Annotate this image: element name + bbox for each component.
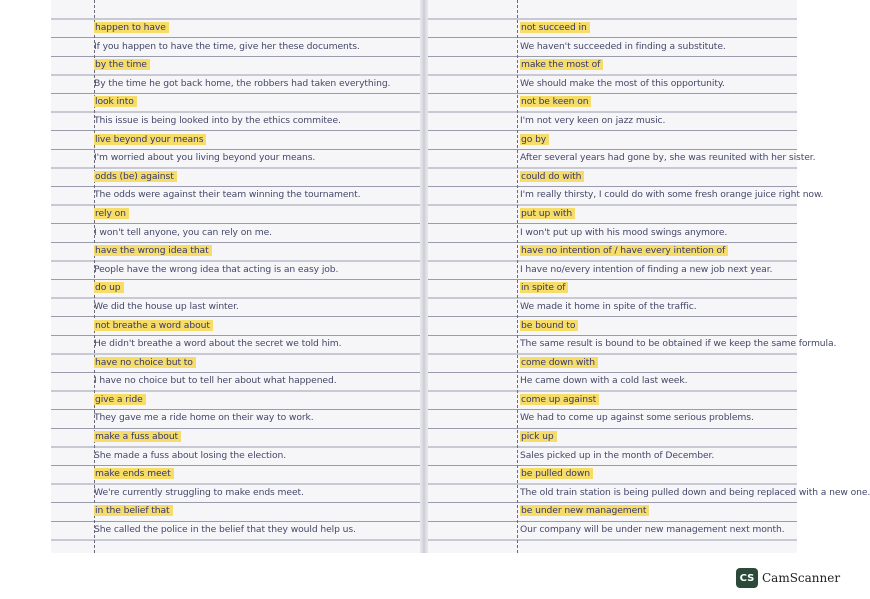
example-sentence-line (51, 149, 423, 168)
example-sentence: She made a fuss about losing the election. (94, 449, 287, 461)
example-sentence: I'm really thirsty, I could do with some fresh orange juice right now. (520, 189, 824, 201)
phrase-line (51, 19, 423, 38)
phrase-line (425, 502, 797, 521)
phrase-line (51, 56, 423, 75)
phrase-line (51, 354, 423, 373)
phrase-line (425, 279, 797, 298)
notebook-gutter (420, 0, 428, 553)
highlighted-phrase: be bound to (520, 320, 578, 331)
highlighted-phrase: by the time (94, 59, 150, 70)
highlighted-phrase: happen to have (94, 22, 169, 33)
phrase-line (51, 428, 423, 447)
example-sentence-line (51, 224, 423, 243)
phrase-line (425, 19, 797, 38)
example-sentence: I'm not very keen on jazz music. (520, 114, 666, 126)
highlighted-phrase: have no choice but to (94, 357, 196, 368)
highlighted-phrase: go by (520, 134, 549, 145)
example-sentence-line (51, 186, 423, 205)
camscanner-label: CamScanner (762, 571, 841, 585)
example-sentence: The old train station is being pulled down and being replaced with a new one. (520, 486, 870, 498)
example-sentence-line (51, 484, 423, 503)
phrase-line (425, 242, 797, 261)
example-sentence: I won't tell anyone, you can rely on me. (94, 226, 272, 238)
highlighted-phrase: be under new management (520, 505, 649, 516)
example-sentence: The same result is bound to be obtained if we keep the same formula. (520, 338, 837, 350)
phrase-line (51, 168, 423, 187)
example-sentence-line (51, 372, 423, 391)
example-sentence-line (51, 38, 423, 57)
example-sentence: I have no/every intention of finding a new job next year. (520, 263, 773, 275)
right-page-lines (425, 19, 870, 540)
phrase-line (51, 317, 423, 336)
example-sentence-line (425, 38, 797, 57)
left-page (51, 0, 423, 553)
phrase-line (425, 56, 797, 75)
highlighted-phrase: live beyond your means (94, 134, 206, 145)
example-sentence-line (425, 447, 797, 466)
example-sentence: This issue is being looked into by the ethics commitee. (94, 114, 341, 126)
camscanner-logo-icon: CS (736, 568, 758, 588)
highlighted-phrase: pick up (520, 431, 557, 442)
phrase-line (425, 93, 797, 112)
example-sentence: We did the house up last winter. (94, 300, 239, 312)
example-sentence: I won't put up with his mood swings anymore. (520, 226, 728, 238)
highlighted-phrase: not be keen on (520, 96, 591, 107)
highlighted-phrase: come up against (520, 394, 599, 405)
highlighted-phrase: put up with (520, 208, 575, 219)
example-sentence: We made it home in spite of the traffic. (520, 300, 697, 312)
highlighted-phrase: make ends meet (94, 468, 174, 479)
phrase-line (51, 205, 423, 224)
phrase-line (425, 428, 797, 447)
phrase-line (51, 465, 423, 484)
example-sentence-line (425, 75, 797, 94)
example-sentence-line (425, 149, 816, 168)
phrase-line (425, 465, 797, 484)
example-sentence: She called the police in the belief that they would help us. (94, 524, 356, 536)
example-sentence-line (425, 335, 837, 354)
highlighted-phrase: do up (94, 282, 124, 293)
highlighted-phrase: could do with (520, 171, 584, 182)
example-sentence: We should make the most of this opportunity. (520, 77, 725, 89)
highlighted-phrase: come down with (520, 357, 598, 368)
phrase-line (425, 168, 797, 187)
example-sentence: He didn't breathe a word about the secret we told him. (94, 338, 342, 350)
phrase-line (425, 317, 797, 336)
highlighted-phrase: have no intention of / have every intention of (520, 245, 728, 256)
highlighted-phrase: be pulled down (520, 468, 593, 479)
phrase-line (425, 391, 797, 410)
phrase-line (51, 131, 423, 150)
highlighted-phrase: have the wrong idea that (94, 245, 212, 256)
example-sentence-line (51, 112, 423, 131)
example-sentence-line (425, 521, 797, 540)
right-page (425, 0, 870, 553)
highlighted-phrase: give a ride (94, 394, 146, 405)
example-sentence-line (51, 447, 423, 466)
example-sentence-line (51, 298, 423, 317)
phrase-line (51, 242, 423, 261)
example-sentence-line (425, 409, 797, 428)
left-page-lines (51, 19, 423, 540)
highlighted-phrase: not succeed in (520, 22, 590, 33)
example-sentence: The odds were against their team winning the tournament. (94, 189, 361, 201)
example-sentence-line (425, 186, 824, 205)
phrase-line (425, 354, 797, 373)
example-sentence-line (425, 112, 797, 131)
example-sentence-line (51, 75, 423, 94)
example-sentence: Our company will be under new management next month. (520, 524, 785, 536)
highlighted-phrase: rely on (94, 208, 129, 219)
highlighted-phrase: in the belief that (94, 505, 173, 516)
example-sentence: By the time he got back home, the robbers had taken everything. (94, 77, 391, 89)
example-sentence-line (51, 335, 423, 354)
highlighted-phrase: in spite of (520, 282, 568, 293)
phrase-line (425, 131, 797, 150)
example-sentence-line (51, 521, 423, 540)
example-sentence: We're currently struggling to make ends meet. (94, 486, 304, 498)
camscanner-watermark (736, 568, 840, 588)
example-sentence: After several years had gone by, she was reunited with her sister. (520, 152, 816, 164)
example-sentence: We had to come up against some serious problems. (520, 412, 754, 424)
phrase-line (51, 391, 423, 410)
example-sentence: I have no choice but to tell her about what happened. (94, 375, 337, 387)
example-sentence: They gave me a ride home on their way to work. (94, 412, 314, 424)
highlighted-phrase: make the most of (520, 59, 603, 70)
highlighted-phrase: odds (be) against (94, 171, 177, 182)
example-sentence: I'm worried about you living beyond your means. (94, 152, 316, 164)
example-sentence-line (425, 372, 797, 391)
phrase-line (51, 502, 423, 521)
highlighted-phrase: make a fuss about (94, 431, 181, 442)
example-sentence: Sales picked up in the month of December. (520, 449, 715, 461)
phrase-line (425, 205, 797, 224)
example-sentence: If you happen to have the time, give her these documents. (94, 40, 360, 52)
example-sentence-line (425, 261, 797, 280)
example-sentence-line (51, 261, 423, 280)
example-sentence-line (425, 298, 797, 317)
example-sentence-line (425, 484, 870, 503)
example-sentence: We haven't succeeded in finding a substitute. (520, 40, 726, 52)
highlighted-phrase: not breathe a word about (94, 320, 213, 331)
notebook-scan (51, 0, 870, 553)
example-sentence-line (51, 409, 423, 428)
highlighted-phrase: look into (94, 96, 137, 107)
example-sentence: People have the wrong idea that acting is an easy job. (94, 263, 339, 275)
example-sentence: He came down with a cold last week. (520, 375, 688, 387)
phrase-line (51, 93, 423, 112)
phrase-line (51, 279, 423, 298)
example-sentence-line (425, 224, 797, 243)
